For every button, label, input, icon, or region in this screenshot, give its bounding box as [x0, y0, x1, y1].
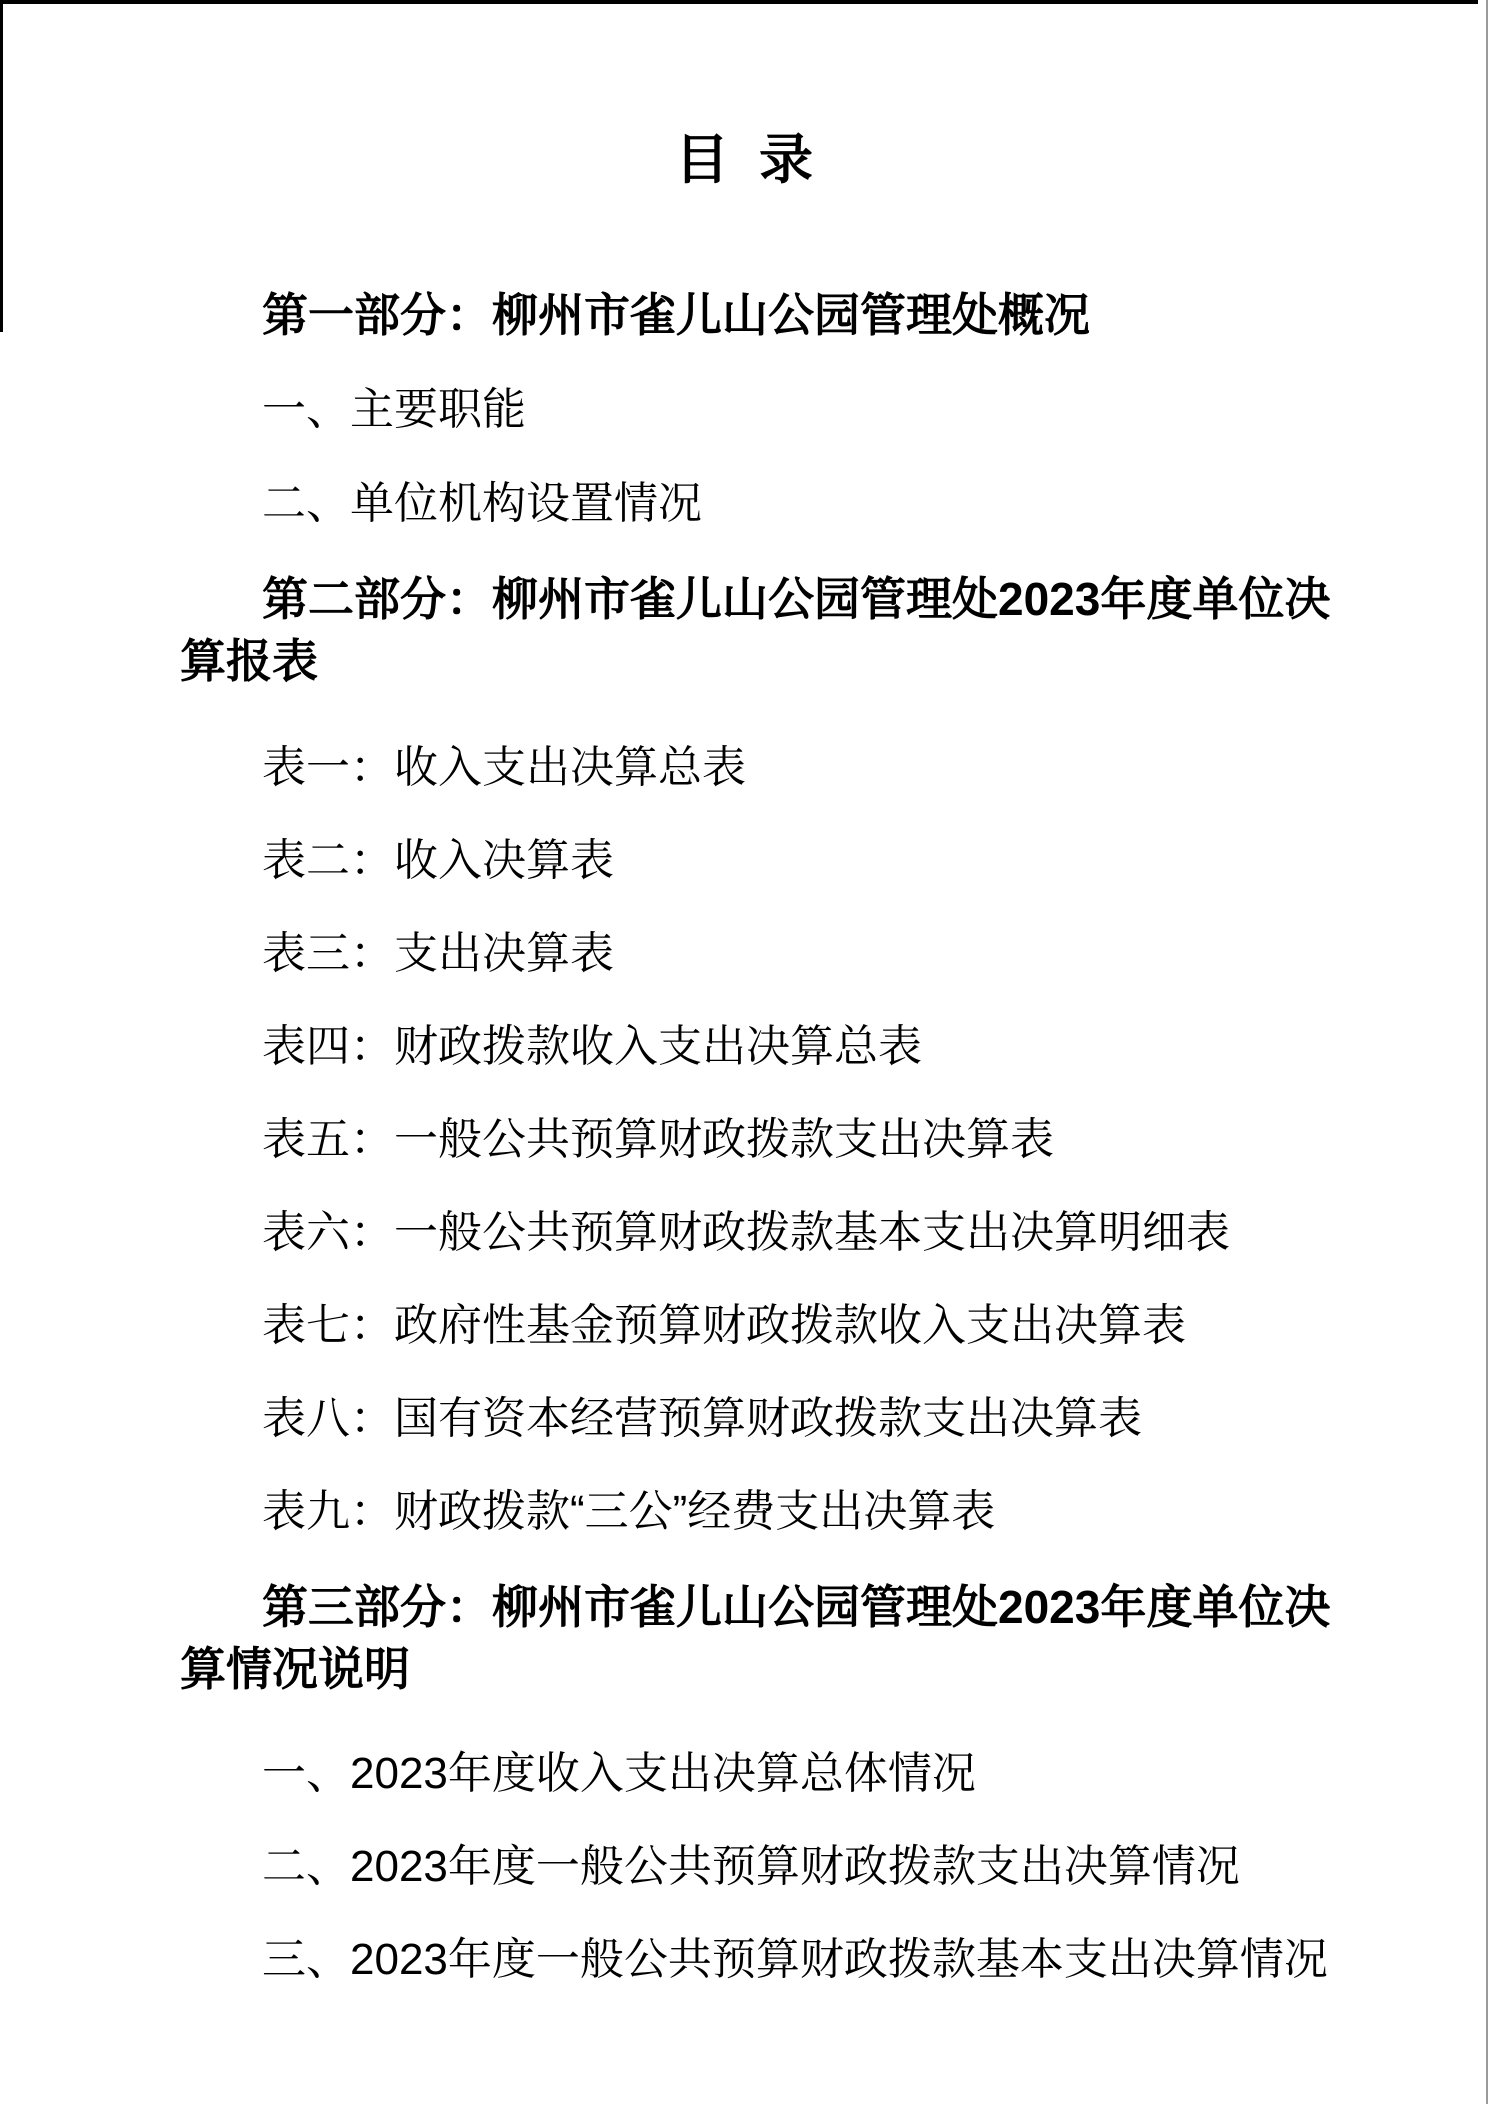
- part3-heading-line2: 算情况说明: [180, 1643, 410, 1695]
- toc-item-part3-public-budget-expenditure: 二、2023年度一般公共预算财政拨款支出决算情况: [262, 1842, 1240, 1891]
- toc-table-entry-2: 表二：收入决算表: [262, 836, 614, 885]
- toc-table-entry-7: 表七：政府性基金预算财政拨款收入支出决算表: [262, 1301, 1186, 1350]
- part2-heading-line2: 算报表: [180, 635, 318, 687]
- toc-table-entry-4: 表四：财政拨款收入支出决算总表: [262, 1022, 922, 1071]
- toc-table-entry-1: 表一：收入支出决算总表: [262, 743, 746, 792]
- toc-table-entry-8: 表八：国有资本经营预算财政拨款支出决算表: [262, 1394, 1142, 1443]
- toc-title: 目 录: [674, 130, 813, 190]
- toc-table-entry-9: 表九：财政拨款“三公”经费支出决算表: [262, 1487, 996, 1536]
- part3-heading-line1: 第三部分：柳州市雀儿山公园管理处2023年度单位决: [262, 1581, 1331, 1633]
- toc-table-entry-5: 表五：一般公共预算财政拨款支出决算表: [262, 1115, 1054, 1164]
- toc-table-entry-3: 表三：支出决算表: [262, 929, 614, 978]
- toc-item-part1-org-setup: 二、单位机构设置情况: [262, 479, 702, 528]
- part1-heading: 第一部分：柳州市雀儿山公园管理处概况: [262, 289, 1090, 341]
- toc-item-part1-main-functions: 一、主要职能: [262, 385, 526, 434]
- page-border-top: [0, 0, 1478, 4]
- part2-heading-line1: 第二部分：柳州市雀儿山公园管理处2023年度单位决: [262, 573, 1331, 625]
- toc-item-part3-overall: 一、2023年度收入支出决算总体情况: [262, 1749, 976, 1798]
- toc-table-entry-6: 表六：一般公共预算财政拨款基本支出决算明细表: [262, 1208, 1230, 1257]
- toc-item-part3-basic-expenditure: 三、2023年度一般公共预算财政拨款基本支出决算情况: [262, 1935, 1328, 1984]
